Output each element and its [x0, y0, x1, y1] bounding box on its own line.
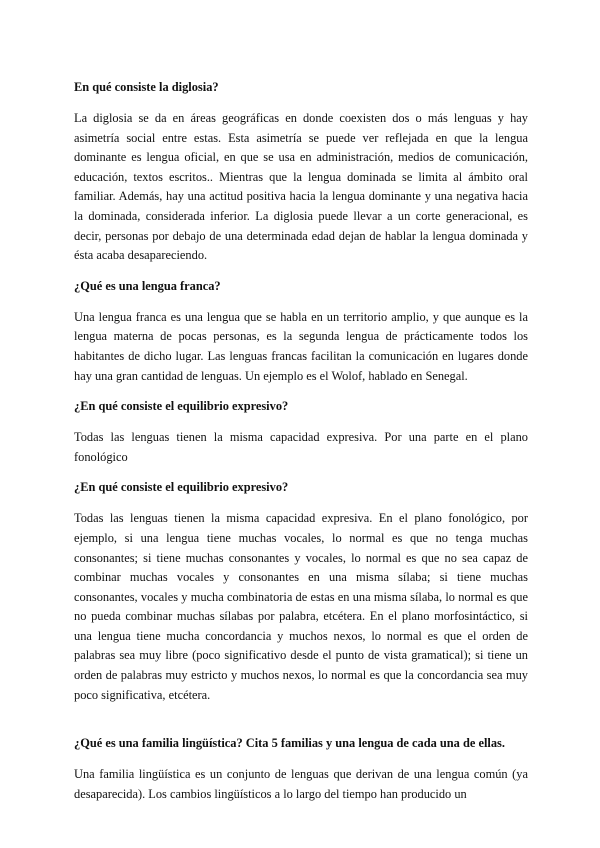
- paragraph-equilibrio-2: Todas las lenguas tienen la misma capacidad expresiva. En el plano fonológico, por ejemplo, si una lengua tiene muchas vocales, lo normal es que no tenga muchas consonantes; si tiene muchas consonantes y vocales, lo normal es que no sea capaz de combinar muchas vocales y consonantes en una misma sílaba; si tiene muchas consonantes, vocales y mucha combinatoria de estas en una misma sílaba, lo normal es que no pueda combinar muchas sílabas por palabra, etcétera. En el plano morfosintáctico, si una lengua tiene mucha concordancia y muchos nexos, lo normal es que el orden de palabras sea muy libre (poco significativo desde el punto de vista gramatical); si tiene un orden de palabras muy estricto y muchos nexos, lo normal es que la concordancia sea muy poco significativa, etcétera.: [74, 511, 528, 702]
- spacer: [74, 716, 528, 734]
- paragraph-diglosia: La diglosia se da en áreas geográficas en donde coexisten dos o más lenguas y hay asimetría social entre estas. Esta asimetría se puede ver reflejada en que la lengua dominante es lengua oficial, en que se usa en administración, medios de comunicación, educación, textos escritos.. Mientras que la lengua dominada se limita al ámbito oral familiar. Además, hay una actitud positiva hacia la lengua dominante y una negativa hacia la dominada, considerada inferior. La diglosia puede llevar a un corte generacional, es decir, personas por debajo de una determinada edad dejan de hablar la lengua dominada y ésta acaba desapareciendo.: [74, 111, 528, 263]
- heading-diglosia: En qué consiste la diglosia?: [74, 80, 219, 94]
- heading-lengua-franca: ¿Qué es una lengua franca?: [74, 278, 221, 293]
- paragraph-familia-linguistica: Una familia lingüística es un conjunto de lenguas que derivan de una lengua común (ya desaparecida). Los cambios lingüísticos a lo largo del tiempo han producido un: [74, 767, 528, 801]
- heading-equilibrio-1: ¿En qué consiste el equilibrio expresivo?: [74, 399, 289, 414]
- paragraph-lengua-franca: Una lengua franca es una lengua que se habla en un territorio amplio, y que aunque es la lengua materna de pocas personas, es la segunda lengua de prácticamente todos los habitantes de dicho lugar. Las lenguas francas facilitan la comunicación en lugares donde hay una gran cantidad de lenguas. Un ejemplo es el Wolof, hablado en Senegal.: [74, 309, 528, 383]
- heading-familia-linguistica: ¿Qué es una familia lingüística? Cita 5 familias y una lengua de cada una de ellas.: [74, 736, 505, 751]
- paragraph-equilibrio-1: Todas las lenguas tienen la misma capacidad expresiva. Por una parte en el plano fonológico: [74, 430, 528, 464]
- heading-equilibrio-2: ¿En qué consiste el equilibrio expresivo?: [74, 480, 289, 495]
